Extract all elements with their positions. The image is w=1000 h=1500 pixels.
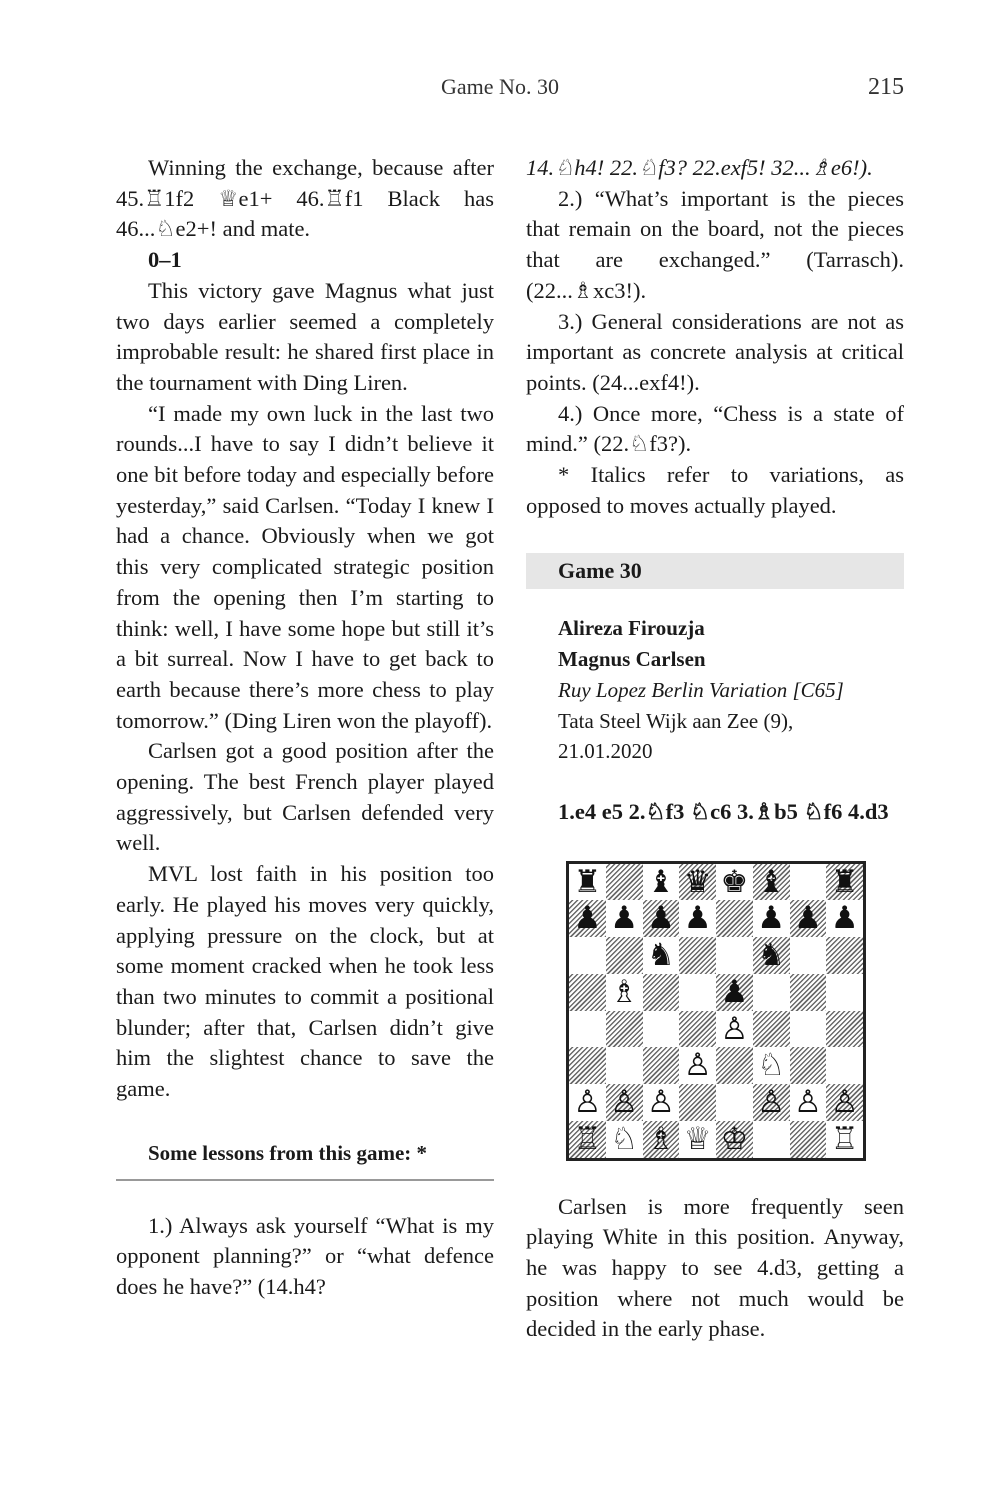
board-square (643, 1121, 680, 1158)
chess-piece: ♟ (830, 900, 859, 937)
board-square (716, 1047, 753, 1084)
board-square (826, 974, 863, 1011)
board-square (790, 1121, 827, 1158)
lesson-4: 4.) Once more, “Chess is a state of mind.” (22.♘f3?). (526, 400, 904, 457)
black-player: Magnus Carlsen (558, 647, 706, 672)
chess-piece: ♟ (720, 973, 749, 1010)
board-square (790, 1047, 827, 1084)
chess-piece: ♖ (830, 1120, 859, 1157)
left-column (116, 153, 494, 1303)
chess-piece: ♟ (683, 900, 712, 937)
board-square (716, 1084, 753, 1121)
board-square (679, 1121, 716, 1158)
chess-piece: ♘ (610, 1120, 639, 1157)
board-square (679, 1011, 716, 1048)
game-result: 0–1 (148, 247, 182, 273)
board-square (606, 900, 643, 937)
chess-piece: ♖ (573, 1120, 602, 1157)
board-square (716, 1121, 753, 1158)
board-square (643, 864, 680, 901)
board-square (679, 974, 716, 1011)
game-info (526, 613, 904, 767)
chess-piece: ♙ (793, 1084, 822, 1121)
board-square (790, 900, 827, 937)
board-square (606, 1047, 643, 1084)
chess-piece: ♟ (757, 900, 786, 937)
board-square (569, 1011, 606, 1048)
chess-piece: ♘ (757, 1047, 786, 1084)
board-square (753, 900, 790, 937)
footnote: * Italics refer to variations, as opposed to moves actually played. (526, 462, 904, 518)
chess-piece: ♙ (646, 1084, 675, 1121)
white-player: Alireza Firouzja (558, 616, 705, 641)
board-square (569, 1121, 606, 1158)
board-square (790, 937, 827, 974)
board-square (569, 1047, 606, 1084)
board-square (679, 1084, 716, 1121)
running-header: Game No. 30 (441, 74, 559, 99)
chess-piece: ♜ (830, 863, 859, 900)
chess-piece: ♙ (683, 1047, 712, 1084)
chess-piece: ♞ (646, 937, 675, 974)
board-square (606, 864, 643, 901)
lesson-2: 2.) “What’s important is the pieces that remain on the board, not the pieces that are exchanged.” (Tarrasch). (22...♗xc3!). (526, 185, 904, 303)
chess-piece: ♟ (646, 900, 675, 937)
chess-piece: ♞ (757, 937, 786, 974)
board-square (716, 937, 753, 974)
board-square (643, 937, 680, 974)
opening-name: Ruy Lopez Berlin Variation [C65] (558, 677, 844, 702)
chess-piece: ♛ (683, 863, 712, 900)
board-square (826, 864, 863, 901)
paragraph: Carlsen got a good position after the opening. The best French player played aggressively, but Carlsen defended very well. (116, 738, 494, 856)
board-square (753, 974, 790, 1011)
chess-piece: ♝ (757, 863, 786, 900)
paragraph: Winning the exchange, because after 45.♖1f2 ♕e1+ 46.♖f1 Black has 46...♘e2+! and mate. (116, 155, 494, 242)
chess-piece: ♔ (720, 1120, 749, 1157)
lessons-heading: Some lessons from this game: * (116, 1138, 494, 1181)
board-square (790, 864, 827, 901)
chess-piece: ♕ (683, 1120, 712, 1157)
lesson-3: 3.) General considerations are not as important as concrete analysis at critical points. (24...exf4!). (526, 308, 904, 395)
board-square (826, 1121, 863, 1158)
game-title-bar: Game 30 (526, 553, 904, 589)
board-square (679, 1047, 716, 1084)
chess-piece: ♙ (757, 1084, 786, 1121)
board-square (569, 974, 606, 1011)
board-square (606, 1121, 643, 1158)
board-square (569, 937, 606, 974)
lesson-1-continued: 14.♘h4! 22.♘f3? 22.exf5! 32...♗e6!). (526, 155, 873, 180)
board-square (643, 974, 680, 1011)
game-date: 21.01.2020 (558, 739, 653, 764)
opening-moves: 1.e4 e5 2.♘f3 ♘c6 3.♗b5 ♘f6 4.d3 (558, 798, 889, 824)
chess-piece: ♗ (610, 973, 639, 1010)
paragraph: MVL lost faith in his position too early. He played his moves very quickly, applying pressure on the clock, but at some moment cracked when he took less than two minutes to commit a positional blunder; after that, Carlsen didn’t give him the slightest chance to save the game. (116, 861, 494, 1102)
chess-piece: ♙ (720, 1010, 749, 1047)
board-square (716, 864, 753, 901)
board-square (790, 1011, 827, 1048)
board-square (679, 864, 716, 901)
board-square (606, 974, 643, 1011)
chess-piece: ♟ (610, 900, 639, 937)
lesson-1: 1.) Always ask yourself “What is my opponent planning?” or “what defence does he have?” (14.h4? (116, 1212, 494, 1299)
chess-board-diagram (566, 861, 866, 1161)
board-square (606, 1084, 643, 1121)
chess-piece: ♝ (646, 863, 675, 900)
board-square (753, 1084, 790, 1121)
chess-piece: ♙ (573, 1084, 602, 1121)
board-square (569, 1084, 606, 1121)
chess-piece: ♟ (573, 900, 602, 937)
board-square (753, 1047, 790, 1084)
board-square (679, 937, 716, 974)
board-square (569, 900, 606, 937)
board-square (716, 900, 753, 937)
chess-piece: ♚ (720, 863, 749, 900)
board-square (643, 900, 680, 937)
board-square (790, 974, 827, 1011)
board-square (753, 864, 790, 901)
right-column (526, 153, 904, 1345)
chess-piece: ♗ (646, 1120, 675, 1157)
page-number: 215 (868, 74, 904, 100)
board-square (606, 1011, 643, 1048)
board-square (826, 900, 863, 937)
paragraph: “I made my own luck in the last two rounds...I have to say I didn’t believe it one bit before today and especially before yesterday,” said Carlsen. “Today I knew I had a chance. Obviously when we got this very complicated strategic position from the opening then I’m starting to think: well, I have some hope but still it’s a bit surreal. Now I have to get back to earth because there’s more chess to play tomorrow.” (Ding Liren won the playoff). (116, 400, 494, 733)
board-square (643, 1011, 680, 1048)
board-square (643, 1084, 680, 1121)
board-square (716, 1011, 753, 1048)
board-square (716, 974, 753, 1011)
board-square (753, 1121, 790, 1158)
event-name: Tata Steel Wijk aan Zee (9), (558, 708, 794, 733)
chess-piece: ♙ (830, 1084, 859, 1121)
paragraph: This victory gave Magnus what just two days earlier seemed a completely improbable result: he shared first place in the tournament with Ding Liren. (116, 277, 494, 395)
board-square (790, 1084, 827, 1121)
board-square (569, 864, 606, 901)
board-square (753, 1011, 790, 1048)
board-square (826, 1011, 863, 1048)
board-square (679, 900, 716, 937)
chess-piece: ♙ (610, 1084, 639, 1121)
chess-piece: ♟ (793, 900, 822, 937)
chess-piece: ♜ (573, 863, 602, 900)
board-square (826, 937, 863, 974)
board-square (826, 1084, 863, 1121)
board-square (643, 1047, 680, 1084)
board-square (826, 1047, 863, 1084)
paragraph: Carlsen is more frequently seen playing White in this position. Anyway, he was happy to see 4.d3, getting a position where not much would be decided in the early phase. (526, 1193, 904, 1342)
board-square (753, 937, 790, 974)
board-square (606, 937, 643, 974)
